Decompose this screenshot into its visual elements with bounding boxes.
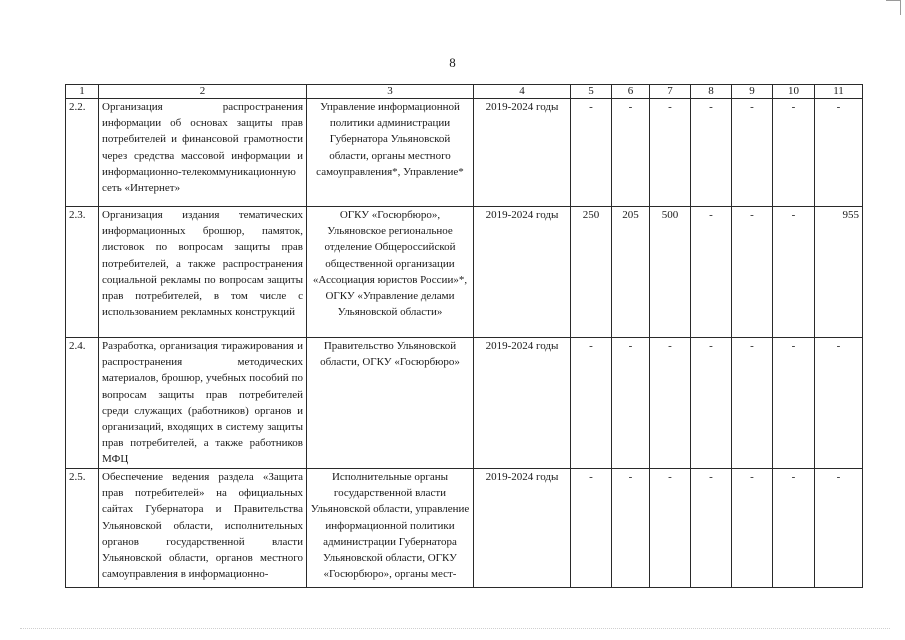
funding-value: 250 — [571, 207, 612, 338]
measure-description: Организация распространения информации об основах защиты прав потребителей и финансовой грамотности через средства массовой информации и информационно-телекоммуникационную сеть «Интернет» — [99, 99, 307, 207]
funding-value: 205 — [612, 207, 650, 338]
table-row — [66, 469, 863, 588]
responsible-executor: ОГКУ «Госюрбюро», Ульяновское региональное отделение Общероссийской общественной организации «Ассоциация юристов России»*, ОГКУ «Управление делами Ульяновской области» — [307, 207, 474, 338]
column-header: 4 — [474, 85, 571, 99]
funding-value: - — [732, 207, 773, 338]
funding-value: - — [691, 207, 732, 338]
column-number-row — [66, 85, 863, 99]
funding-value: - — [691, 469, 732, 588]
row-number: 2.3. — [66, 207, 99, 338]
measures-table — [65, 84, 863, 588]
page-corner-mark — [886, 0, 901, 15]
funding-total: 955 — [815, 207, 863, 338]
column-header: 2 — [99, 85, 307, 99]
funding-value: 500 — [650, 207, 691, 338]
responsible-executor: Правительство Ульяновской области, ОГКУ «Госюрбюро» — [307, 338, 474, 469]
funding-value: - — [732, 469, 773, 588]
funding-value: - — [773, 469, 815, 588]
implementation-period: 2019-2024 годы — [474, 338, 571, 469]
responsible-executor: Исполнительные органы государственной власти Ульяновской области, управление информационной политики администрации Губернатора Ульяновской области, ОГКУ «Госюрбюро», органы мест- — [307, 469, 474, 588]
funding-value: - — [571, 469, 612, 588]
row-number: 2.5. — [66, 469, 99, 588]
column-header: 8 — [691, 85, 732, 99]
funding-value: - — [612, 99, 650, 207]
implementation-period: 2019-2024 годы — [474, 99, 571, 207]
column-header: 3 — [307, 85, 474, 99]
funding-value: - — [691, 99, 732, 207]
column-header: 6 — [612, 85, 650, 99]
funding-value: - — [773, 338, 815, 469]
implementation-period: 2019-2024 годы — [474, 469, 571, 588]
scan-edge-line — [20, 628, 890, 631]
funding-value: - — [732, 99, 773, 207]
table-row — [66, 99, 863, 207]
funding-total: - — [815, 469, 863, 588]
column-header: 10 — [773, 85, 815, 99]
column-header: 7 — [650, 85, 691, 99]
column-header: 11 — [815, 85, 863, 99]
funding-value: - — [571, 338, 612, 469]
funding-value: - — [650, 469, 691, 588]
funding-value: - — [650, 338, 691, 469]
measure-description: Разработка, организация тиражирования и распространения методических материалов, брошюр, учебных пособий по вопросам защиты прав потребителей среди служащих (работников) органов и организаций, входящих в систему защиты прав потребителей, а также работников МФЦ — [99, 338, 307, 469]
measure-description: Обеспечение ведения раздела «Защита прав потребителей» на официальных сайтах Губернатора и Правительства Ульяновской области, исполнительных органов государственной власти Ульяновской области, органов местного самоуправления в информационно- — [99, 469, 307, 588]
measure-description: Организация издания тематических информационных брошюр, памяток, листовок по вопросам защиты прав потребителей, а также распространения социальной рекламы по вопросам защиты прав потребителей, в том числе с использованием рекламных конструкций — [99, 207, 307, 338]
funding-value: - — [612, 469, 650, 588]
implementation-period: 2019-2024 годы — [474, 207, 571, 338]
funding-total: - — [815, 338, 863, 469]
funding-value: - — [691, 338, 732, 469]
row-number: 2.4. — [66, 338, 99, 469]
column-header: 5 — [571, 85, 612, 99]
column-header: 9 — [732, 85, 773, 99]
funding-value: - — [571, 99, 612, 207]
row-number: 2.2. — [66, 99, 99, 207]
table-row — [66, 207, 863, 338]
funding-value: - — [773, 207, 815, 338]
funding-value: - — [732, 338, 773, 469]
funding-value: - — [773, 99, 815, 207]
page-number: 8 — [449, 55, 456, 70]
funding-value: - — [612, 338, 650, 469]
funding-value: - — [650, 99, 691, 207]
table-row — [66, 338, 863, 469]
responsible-executor: Управление информационной политики администрации Губернатора Ульяновской области, органы местного самоуправления*, Управление* — [307, 99, 474, 207]
column-header: 1 — [66, 85, 99, 99]
funding-total: - — [815, 99, 863, 207]
